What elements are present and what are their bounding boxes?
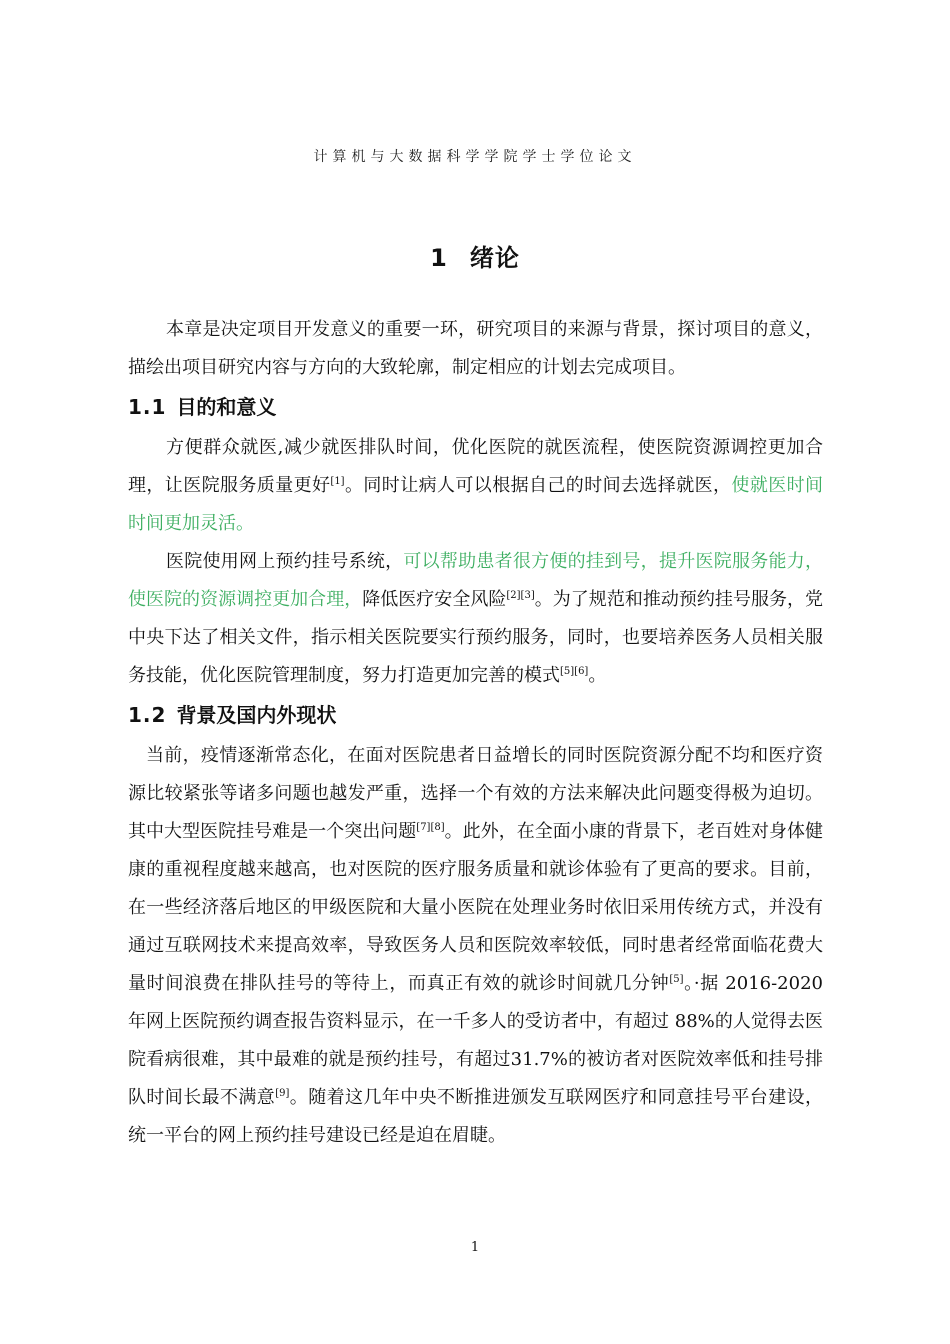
paragraph-background (128, 737, 823, 1155)
text-run: 。 (588, 665, 607, 686)
citation: [2][3] (506, 590, 535, 601)
section-number: 1.2 (128, 703, 167, 727)
citation: [5][6] (560, 666, 589, 677)
text-run: 。随着这几年中央不断推进颁发互联网医疗和同意挂号平台建设，统一平台的网上预约挂号建设已经是迫在眉睫。 (128, 1087, 824, 1146)
citation: [5] (669, 974, 684, 985)
intro-paragraph: 本章是决定项目开发意义的重要一环，研究项目的来源与背景，探讨项目的意义，描绘出项目研究内容与方向的大致轮廓，制定相应的计划去完成项目。 (128, 319, 823, 378)
citation: [1] (330, 476, 345, 487)
text-run: 。此外，在全面小康的背景下，老百姓对身体健康的重视程度越来越高，也对医院的医疗服务质量和就诊体验有了更高的要求。目前，在一些经济落后地区的甲级医院和大量小医院在处理业务时依旧采用传统方式，并没有通过互联网技术来提高效率，导致医务人员和医院效率较低，同时患者经常面临花费大量时间浪费在排队挂号的等待上，而真正有效的就诊时间就几分钟 (128, 821, 824, 994)
highlighted-text: 使就医时间时间更加灵活。 (128, 475, 824, 534)
text-run: 方便群众就医,减少就医排队时间，优化医院的就医流程，使医院资源调控更加合理，让医院服务质量更好 (128, 437, 823, 496)
section-title: 背景及国内外现状 (176, 703, 337, 727)
chapter-title (0, 238, 950, 273)
text-run: 。·据 2016-2020 年网上医院预约调查报告资料显示，在一千多人的受访者中，有超过 88%的人觉得去医院看病很难，其中最难的就是预约挂号，有超过31.7%的被访者对医院效率低和挂号排队时间长最不满意 (128, 973, 823, 1108)
highlighted-text: 可以帮助患者很方便的挂到号，提升医院服务能力，使医院的资源调控更加合理， (128, 551, 823, 610)
paragraph-purpose-1 (128, 429, 823, 543)
text-run: 降低医疗安全风险 (362, 589, 507, 610)
text-run: 医院使用网上预约挂号系统， (166, 551, 404, 572)
citation: [9] (275, 1088, 290, 1099)
section-heading-1-2 (128, 695, 823, 735)
section-heading-1-1 (128, 387, 823, 427)
section-number: 1.1 (128, 395, 167, 419)
text-run: 当前，疫情逐渐常态化，在面对医院患者日益增长的同时医院资源分配不均和医疗资源比较紧张等诸多问题也越发严重，选择一个有效的方法来解决此问题变得极为迫切。其中大型医院挂号难是一个突出问题 (128, 745, 823, 842)
main-body (128, 311, 823, 1155)
text-run: 。同时让病人可以根据自己的时间去选择就医， (344, 475, 732, 496)
citation: [7][8] (416, 822, 445, 833)
paragraph-purpose-2 (128, 543, 823, 695)
chapter-number: 1 (430, 244, 448, 272)
text-run: 。为了规范和推动预约挂号服务，党中央下达了相关文件，指示相关医院要实行预约服务，同时，也要培养医务人员相关服务技能，优化医院管理制度，努力打造更加完善的模式 (128, 589, 824, 686)
page-number: 1 (470, 1240, 480, 1255)
section-title: 目的和意义 (176, 395, 277, 419)
chapter-title-text: 绪论 (469, 244, 520, 272)
running-header: 计算机与大数据科学学院学士学位论文 (313, 149, 637, 165)
